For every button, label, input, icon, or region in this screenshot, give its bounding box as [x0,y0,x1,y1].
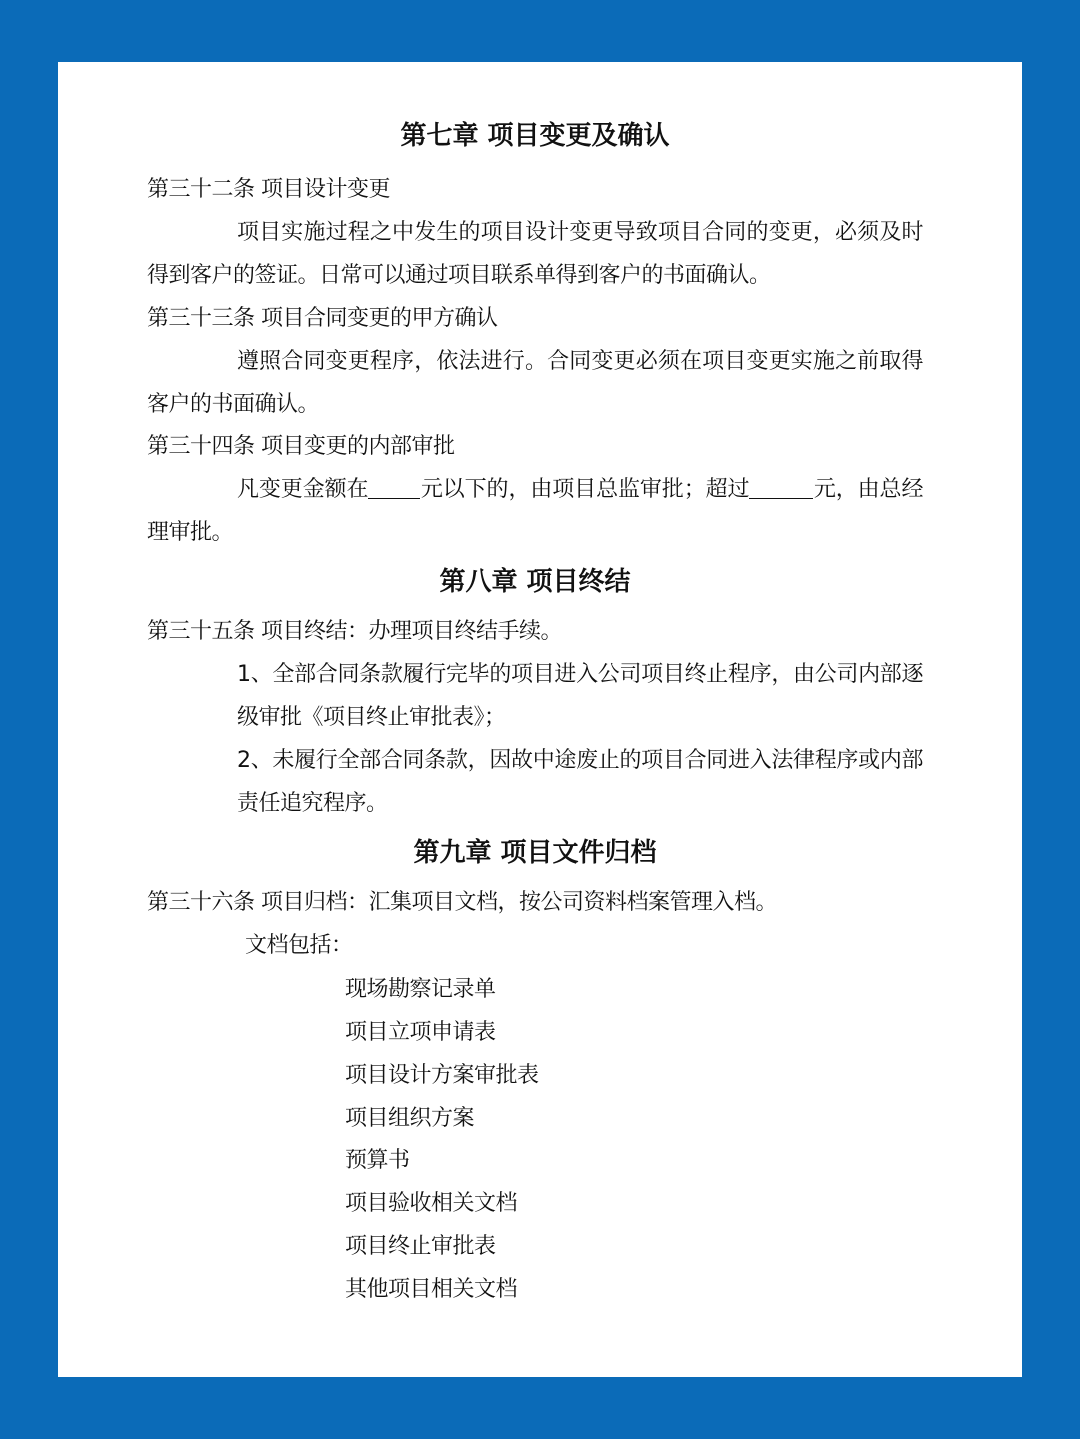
article-35-heading: 第三十五条 项目终结：办理项目终结手续。 [147,619,562,644]
chapter-8-title: 第八章 项目终结 [439,567,631,597]
article-32-text-line-2: 得到客户的签证。日常可以通过项目联系单得到客户的书面确认。 [147,263,771,288]
chapter-9-title: 第九章 项目文件归档 [413,838,657,868]
article-33-text-line-1: 遵照合同变更程序，依法进行。合同变更必须在项目变更实施之前取得 [237,349,923,374]
article-35-item-1-line-2: 级审批《项目终止审批表》； [237,705,506,730]
document-list-item: 现场勘察记录单 [345,977,496,1002]
article-35-item-2-line-1: 2、未履行全部合同条款，因故中途废止的项目合同进入法律程序或内部 [237,748,923,773]
article-32-text-line-1: 项目实施过程之中发生的项目设计变更导致项目合同的变更，必须及时 [237,220,923,245]
article-33-heading: 第三十三条 项目合同变更的甲方确认 [147,306,498,331]
article-33-text-line-2: 客户的书面确认。 [147,392,320,417]
amount-blank-1 [368,476,420,499]
article-35-item-2-line-2: 责任追究程序。 [237,791,388,816]
document-list-item: 项目组织方案 [345,1106,475,1131]
article-34-text-a: 凡变更金额在 [237,477,369,502]
article-34-text-b: 元以下的，由项目总监审批；超过 [420,477,750,502]
article-34-text-c: 元，由总经 [813,477,923,502]
document-list-item: 其他项目相关文档 [345,1277,518,1302]
article-36-heading: 第三十六条 项目归档：汇集项目文档，按公司资料档案管理入档。 [147,890,777,915]
article-34-text-line-2: 理审批。 [147,520,234,545]
document-page [58,62,1022,1377]
document-list-item: 项目立项申请表 [345,1020,496,1045]
article-35-item-1-line-1: 1、全部合同条款履行完毕的项目进入公司项目终止程序，由公司内部逐 [237,662,923,687]
article-32-heading: 第三十二条 项目设计变更 [147,177,390,202]
document-list-item: 项目设计方案审批表 [345,1063,539,1088]
article-34-heading: 第三十四条 项目变更的内部审批 [147,434,455,459]
document-list-item: 项目终止审批表 [345,1234,496,1259]
chapter-7-title: 第七章 项目变更及确认 [400,121,670,151]
article-34-text-line-1 [237,476,923,504]
amount-blank-2 [749,476,813,499]
document-list-item: 项目验收相关文档 [345,1191,518,1216]
document-list-item: 预算书 [345,1148,410,1173]
documents-label: 文档包括： [245,933,353,958]
